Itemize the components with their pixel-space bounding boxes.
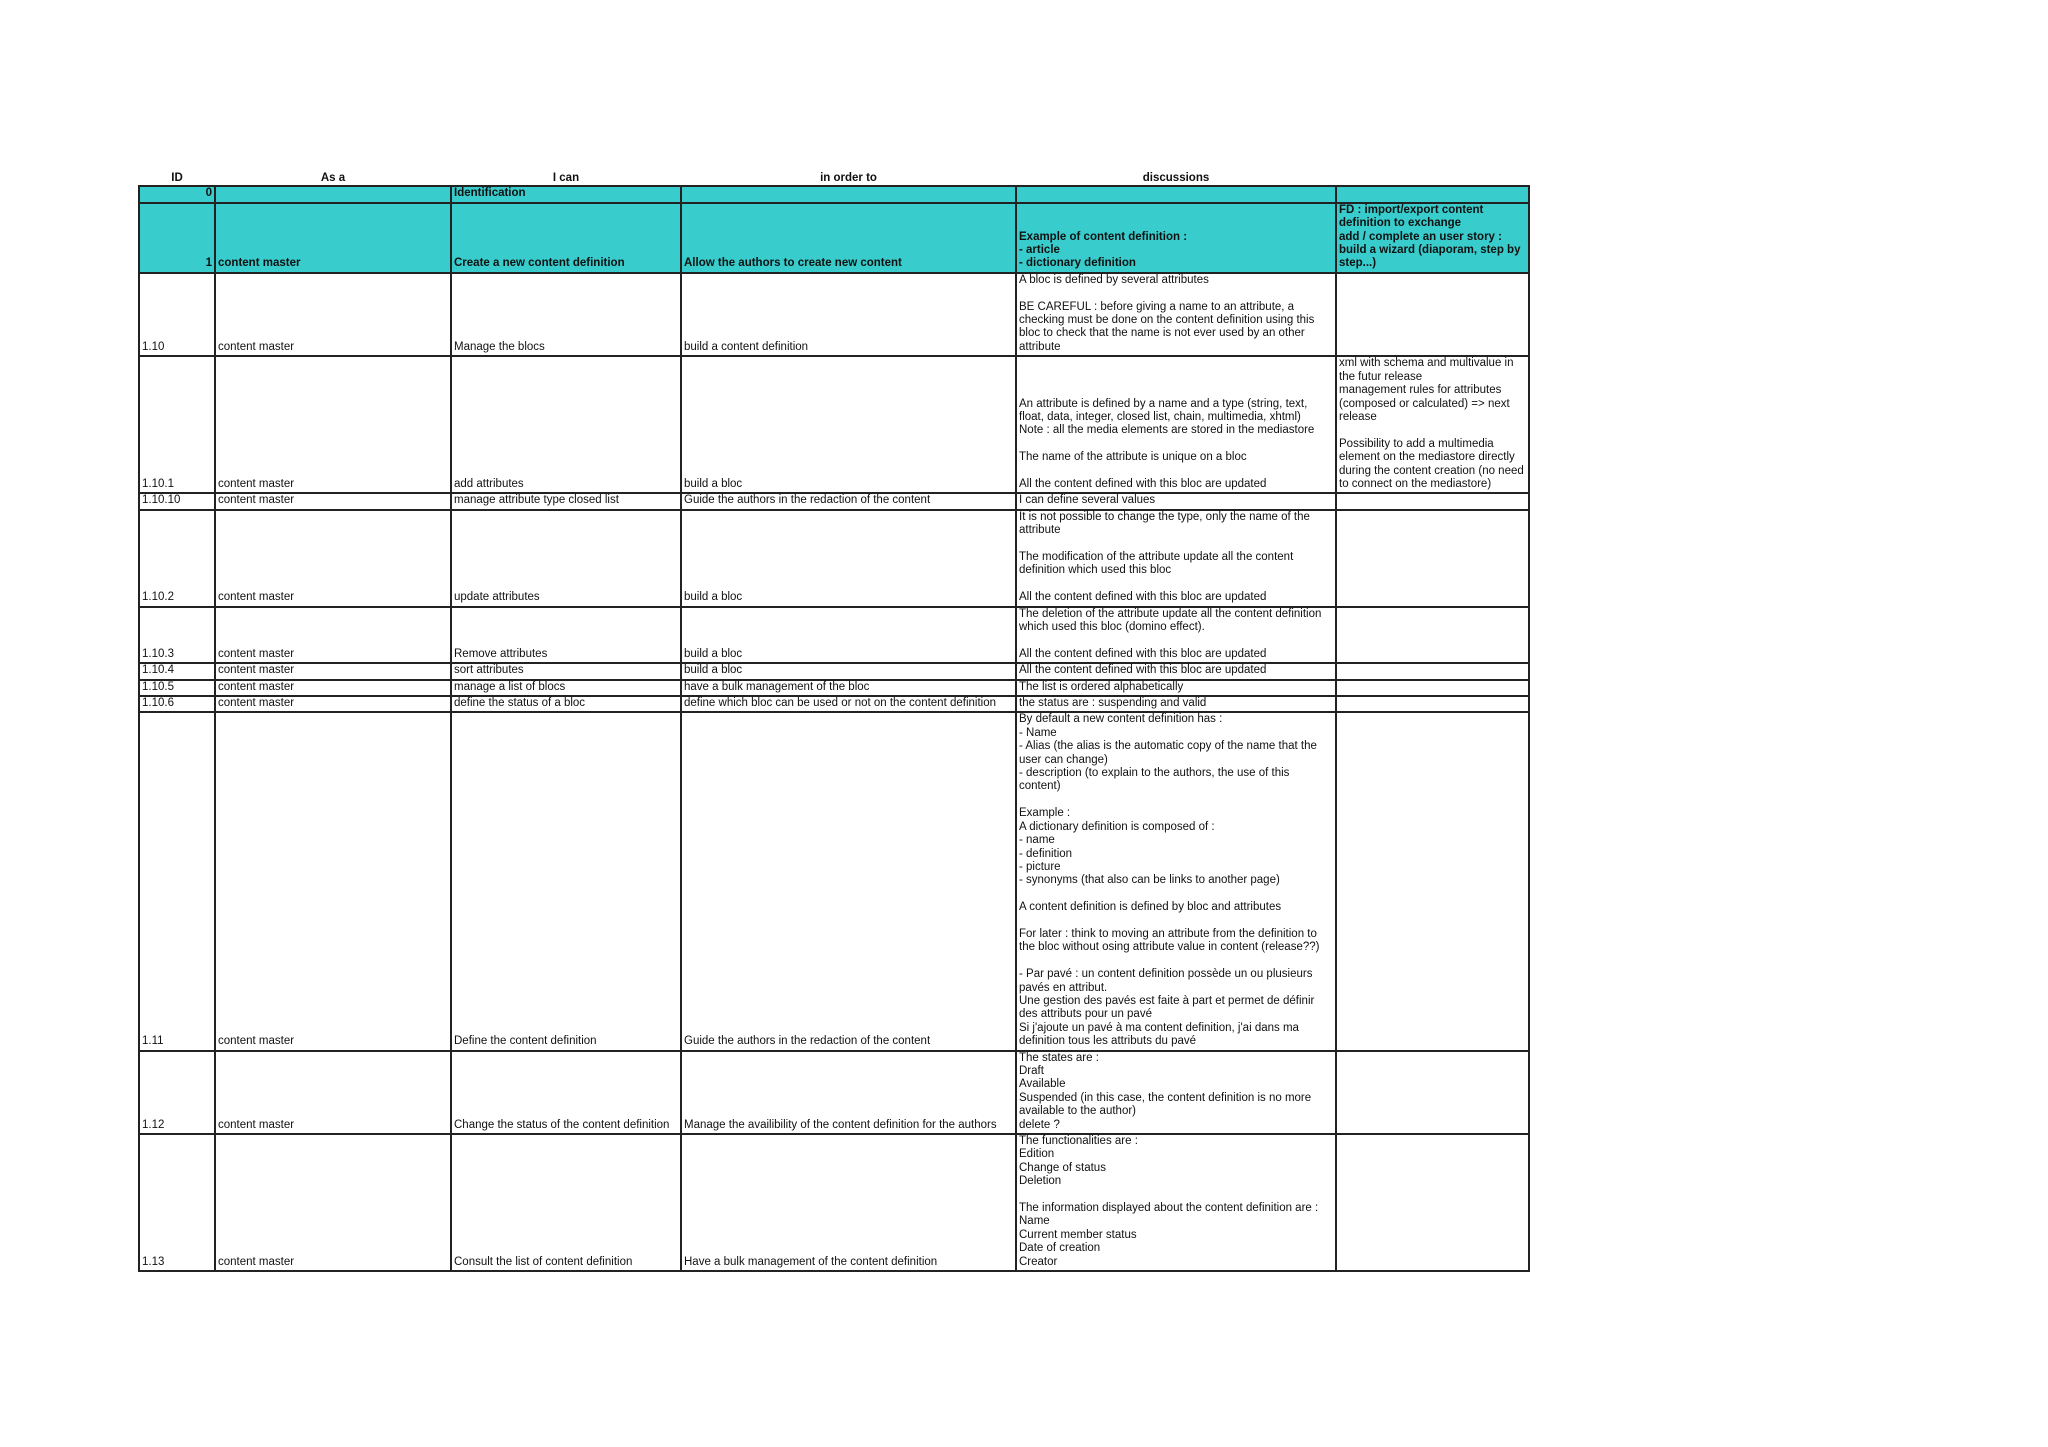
story-rows — [139, 273, 1529, 1271]
epic-id: 1 — [139, 203, 215, 273]
story-as-a: content master — [215, 510, 451, 607]
story-notes — [1336, 510, 1529, 607]
story-as-a: content master — [215, 663, 451, 679]
column-header-as-a: As a — [320, 172, 346, 184]
story-id: 1.10 — [139, 273, 215, 356]
story-id: 1.10.5 — [139, 680, 215, 696]
story-in-order-to: build a bloc — [681, 607, 1016, 664]
epic-discussions: Example of content definition : - article - dictionary definition — [1016, 203, 1336, 273]
story-discussions: An attribute is defined by a name and a type (string, text, float, data, integer, closed list, chain, multimedia, xhtml) Note : all the media elements are stored in the mediastore The name of the attribute is unique on a bloc All the content defined with this bloc are updated — [1016, 356, 1336, 493]
section-as-a — [215, 186, 451, 202]
table-row — [139, 356, 1529, 493]
user-story-table — [138, 172, 1530, 1272]
story-i-can: manage attribute type closed list — [451, 493, 681, 509]
story-in-order-to: define which bloc can be used or not on the content definition — [681, 696, 1016, 712]
story-notes — [1336, 712, 1529, 1050]
column-header-notes — [1336, 172, 1529, 186]
story-discussions: By default a new content definition has : - Name - Alias (the alias is the automatic copy of the name that the user can change) - description (to explain to the authors, the use of this content) Example : A dictionary definition is composed of : - name - definition - picture - synonyms (that also can be links to another page) A content definition is defined by bloc and attributes For later : think to moving an attribute from the definition to the bloc without osing attribute value in content (release??) - Par pavé : un content definition possède un ou plusieurs pavés en attribut. Une gestion des pavés est faite à part et permet de définir des attributs pour un pavé Si j'ajoute un pavé à ma content definition, j'ai dans ma definition tous les attributs du pavé — [1016, 712, 1336, 1050]
story-in-order-to: build a bloc — [681, 356, 1016, 493]
story-discussions: The functionalities are : Edition Change of status Deletion The information displayed about the content definition are : Name Current member status Date of creation Creator — [1016, 1134, 1336, 1271]
story-notes — [1336, 680, 1529, 696]
story-notes — [1336, 1134, 1529, 1271]
story-as-a: content master — [215, 607, 451, 664]
table-row — [139, 680, 1529, 696]
story-i-can: Change the status of the content definition — [451, 1051, 681, 1134]
table-row — [139, 663, 1529, 679]
story-discussions: The list is ordered alphabetically — [1016, 680, 1336, 696]
story-i-can: manage a list of blocs — [451, 680, 681, 696]
story-discussions: the status are : suspending and valid — [1016, 696, 1336, 712]
column-header-row — [139, 172, 1529, 186]
story-discussions: I can define several values — [1016, 493, 1336, 509]
story-i-can: Manage the blocs — [451, 273, 681, 356]
epic-row — [139, 203, 1529, 273]
section-row — [139, 186, 1529, 202]
story-notes — [1336, 1051, 1529, 1134]
story-as-a: content master — [215, 493, 451, 509]
table-row — [139, 1134, 1529, 1271]
table-row — [139, 1051, 1529, 1134]
epic-i-can: Create a new content definition — [451, 203, 681, 273]
section-in-order-to — [681, 186, 1016, 202]
story-i-can: Define the content definition — [451, 712, 681, 1050]
story-notes — [1336, 663, 1529, 679]
story-id: 1.10.4 — [139, 663, 215, 679]
table-row — [139, 493, 1529, 509]
table-row — [139, 273, 1529, 356]
story-id: 1.10.1 — [139, 356, 215, 493]
table-row — [139, 607, 1529, 664]
column-header-in-order-to: in order to — [820, 172, 877, 184]
column-header-i-can: I can — [552, 172, 580, 184]
story-as-a: content master — [215, 273, 451, 356]
story-in-order-to: Guide the authors in the redaction of the content — [681, 712, 1016, 1050]
story-i-can: add attributes — [451, 356, 681, 493]
story-notes — [1336, 607, 1529, 664]
story-in-order-to: Guide the authors in the redaction of the content — [681, 493, 1016, 509]
story-as-a: content master — [215, 696, 451, 712]
spreadsheet — [138, 172, 1530, 1272]
table-row — [139, 712, 1529, 1050]
story-notes: xml with schema and multivalue in the futur release management rules for attributes (composed or calculated) => next release Possibility to add a multimedia element on the mediastore directly during the content creation (no need to connect on the mediastore) — [1336, 356, 1529, 493]
section-notes — [1336, 186, 1529, 202]
story-as-a: content master — [215, 356, 451, 493]
story-discussions: The states are : Draft Available Suspended (in this case, the content definition is no more available to the author) delete ? — [1016, 1051, 1336, 1134]
story-discussions: The deletion of the attribute update all the content definition which used this bloc (domino effect). All the content defined with this bloc are updated — [1016, 607, 1336, 664]
story-in-order-to: build a bloc — [681, 510, 1016, 607]
story-as-a: content master — [215, 1051, 451, 1134]
story-in-order-to: build a bloc — [681, 663, 1016, 679]
story-i-can: Consult the list of content definition — [451, 1134, 681, 1271]
story-id: 1.10.10 — [139, 493, 215, 509]
story-id: 1.10.3 — [139, 607, 215, 664]
story-in-order-to: build a content definition — [681, 273, 1016, 356]
section-id: 0 — [139, 186, 215, 202]
section-title: Identification — [451, 186, 681, 202]
epic-as-a: content master — [215, 203, 451, 273]
story-i-can: update attributes — [451, 510, 681, 607]
epic-notes: FD : import/export content definition to exchange add / complete an user story : build a wizard (diaporam, step by step...) — [1336, 203, 1529, 273]
epic-in-order-to: Allow the authors to create new content — [681, 203, 1016, 273]
column-header-discussions: discussions — [1142, 172, 1210, 184]
table-row — [139, 696, 1529, 712]
story-as-a: content master — [215, 680, 451, 696]
story-i-can: define the status of a bloc — [451, 696, 681, 712]
story-id: 1.10.6 — [139, 696, 215, 712]
story-as-a: content master — [215, 1134, 451, 1271]
story-id: 1.13 — [139, 1134, 215, 1271]
story-notes — [1336, 273, 1529, 356]
story-in-order-to: Have a bulk management of the content definition — [681, 1134, 1016, 1271]
story-id: 1.11 — [139, 712, 215, 1050]
story-i-can: Remove attributes — [451, 607, 681, 664]
story-notes — [1336, 493, 1529, 509]
story-notes — [1336, 696, 1529, 712]
story-id: 1.10.2 — [139, 510, 215, 607]
story-in-order-to: have a bulk management of the bloc — [681, 680, 1016, 696]
story-discussions: All the content defined with this bloc are updated — [1016, 663, 1336, 679]
story-in-order-to: Manage the availibility of the content definition for the authors — [681, 1051, 1016, 1134]
story-discussions: A bloc is defined by several attributes BE CAREFUL : before giving a name to an attribute, a checking must be done on the content definition using this bloc to check that the name is not ever used by an other attribute — [1016, 273, 1336, 356]
story-id: 1.12 — [139, 1051, 215, 1134]
column-header-id: ID — [171, 172, 183, 184]
story-as-a: content master — [215, 712, 451, 1050]
table-row — [139, 510, 1529, 607]
story-i-can: sort attributes — [451, 663, 681, 679]
section-discussions — [1016, 186, 1336, 202]
story-discussions: It is not possible to change the type, only the name of the attribute The modification of the attribute update all the content definition which used this bloc All the content defined with this bloc are updated — [1016, 510, 1336, 607]
